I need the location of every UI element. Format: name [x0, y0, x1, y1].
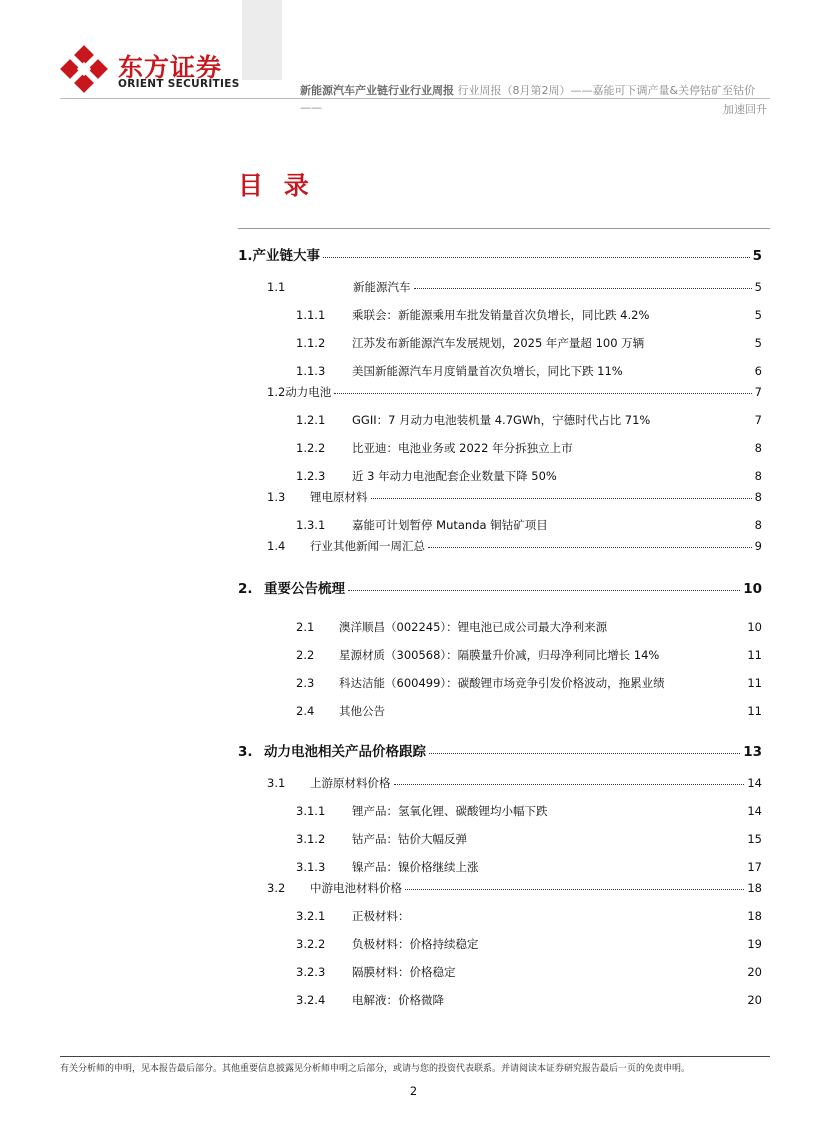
- toc-entry-page: 10: [747, 620, 762, 634]
- toc-entry[interactable]: [296, 964, 762, 980]
- toc-entry-number: 1.: [238, 248, 253, 264]
- toc-entry-page: 9: [754, 538, 762, 553]
- toc-dot-leader: [371, 486, 752, 499]
- toc-entry-page: 7: [754, 384, 762, 399]
- toc-entry[interactable]: [296, 803, 762, 819]
- toc-entry-page: 8: [754, 518, 762, 532]
- toc-entry-number: 1.1.2: [296, 336, 326, 350]
- toc-entry-label: 锂电原材料: [310, 489, 368, 504]
- logo-chinese-name: 东方证券: [118, 53, 223, 82]
- toc-entry-page: 15: [747, 832, 762, 846]
- toc-entry-label: 负极材料：价格持续稳定: [352, 937, 479, 951]
- toc-entry[interactable]: [296, 992, 762, 1008]
- toc-entry-label: 新能源汽车: [353, 279, 411, 294]
- toc-dot-leader: [323, 244, 750, 259]
- toc-entry-number: 3.1: [267, 775, 286, 790]
- page-number: 2: [409, 1084, 418, 1098]
- toc-entry[interactable]: [267, 383, 762, 400]
- toc-entry-page: 6: [754, 364, 762, 378]
- report-subtitle: 行业周报（8月第2周）——嘉能可下调产量&关停钴矿至钴价: [457, 84, 756, 97]
- footer-disclaimer: 有关分析师的申明，见本报告最后部分。其他重要信息披露见分析师申明之后部分，或请与您的投资代表联系。并请阅读本证券研究报告最后一页的免责申明。: [60, 1064, 691, 1074]
- toc-dot-leader: [334, 381, 751, 394]
- report-series: 新能源汽车产业链行业行业周报: [300, 84, 454, 97]
- toc-entry-page: 14: [747, 804, 762, 818]
- toc-entry-number: 3.2.1: [296, 909, 326, 923]
- toc-entry-number: 3.2.2: [296, 937, 326, 951]
- toc-dot-leader: [394, 772, 745, 785]
- toc-entry[interactable]: [238, 244, 762, 264]
- toc-entry[interactable]: [238, 577, 762, 597]
- footer-rule: [60, 1056, 770, 1057]
- toc-entry-page: 8: [754, 441, 762, 455]
- toc-entry-page: 14: [747, 775, 762, 790]
- toc-entry-page: 5: [752, 248, 762, 264]
- toc-entry-page: 11: [747, 676, 762, 690]
- toc-entry-page: 11: [747, 648, 762, 662]
- toc-entry-number: 3.2.3: [296, 965, 326, 979]
- toc-entry-page: 10: [743, 581, 762, 597]
- toc-entry-label: 上游原材料价格: [310, 775, 391, 790]
- toc-entry-label: 正极材料：: [352, 909, 410, 923]
- toc-entry-label: 镍产品：镍价格继续上涨: [352, 860, 479, 874]
- toc-entry-label: 重要公告梳理: [264, 581, 345, 597]
- toc-entry-page: 18: [747, 880, 762, 895]
- toc-entry-page: 5: [754, 336, 762, 350]
- toc-entry-label: 中游电池材料价格: [310, 880, 402, 895]
- toc-dot-leader: [348, 577, 740, 592]
- toc-entry-number: 1.2: [267, 384, 286, 399]
- toc-entry[interactable]: [296, 859, 762, 875]
- toc-title: 目 录: [238, 171, 315, 200]
- toc-entry[interactable]: [296, 307, 762, 323]
- toc-entry[interactable]: [296, 647, 762, 663]
- toc-entry[interactable]: [296, 619, 762, 635]
- toc-entry-label: 美国新能源汽车月度销量首次负增长，同比下跌 11%: [352, 364, 623, 378]
- toc-entry-label: 其他公告: [339, 704, 385, 718]
- toc-entry-page: 8: [754, 469, 762, 483]
- report-header: [300, 82, 768, 98]
- toc-entry[interactable]: [296, 412, 762, 428]
- toc-entry-label: 钴产品：钴价大幅反弹: [352, 832, 467, 846]
- toc-entry[interactable]: [296, 517, 762, 533]
- report-subtitle-dash: ——: [300, 101, 322, 114]
- toc-dot-leader: [428, 535, 752, 548]
- toc-entry-number: 1.4: [267, 538, 286, 553]
- toc-entry-number: 1.2.3: [296, 469, 326, 483]
- toc-entry-number: 2.3: [296, 676, 315, 690]
- toc-entry-page: 11: [747, 704, 762, 718]
- toc-entry-number: 1.2.2: [296, 441, 326, 455]
- toc-entry-label: 产业链大事: [252, 248, 321, 264]
- toc-entry[interactable]: [296, 936, 762, 952]
- toc-entry-label: 动力电池: [285, 384, 332, 399]
- toc-entry-label: 近 3 年动力电池配套企业数量下降 50%: [352, 469, 557, 483]
- toc-entry-label: 电解液：价格微降: [352, 993, 444, 1007]
- toc-entry-label: 隔膜材料：价格稳定: [352, 965, 456, 979]
- toc-entry-label: 嘉能可计划暂停 Mutanda 铜钴矿项目: [352, 518, 548, 532]
- toc-entry-number: 3.2.4: [296, 993, 326, 1007]
- toc-entry[interactable]: [296, 335, 762, 351]
- toc-entry-label: 锂产品：氢氧化锂、碳酸锂均小幅下跌: [352, 804, 548, 818]
- toc-entry[interactable]: [296, 831, 762, 847]
- toc-dot-leader: [429, 740, 740, 755]
- toc-entry-number: 1.1.3: [296, 364, 326, 378]
- toc-entry-number: 2.: [238, 581, 253, 597]
- toc-entry[interactable]: [267, 879, 762, 896]
- toc-dot-leader: [414, 276, 752, 289]
- toc-entry-number: 1.1: [267, 279, 286, 294]
- toc-entry-page: 20: [747, 965, 762, 979]
- toc-entry-number: 3.1.3: [296, 860, 326, 874]
- toc-entry-label: 江苏发布新能源汽车发展规划，2025 年产量超 100 万辆: [352, 336, 645, 350]
- toc-entry-page: 17: [747, 860, 762, 874]
- toc-entry[interactable]: [267, 278, 762, 295]
- toc-entry-label: 澳洋顺昌（002245）：锂电池已成公司最大净利来源: [339, 620, 608, 634]
- toc-entry[interactable]: [267, 774, 762, 791]
- toc-entry[interactable]: [296, 675, 762, 691]
- toc-entry[interactable]: [296, 703, 762, 719]
- toc-entry[interactable]: [238, 740, 762, 760]
- toc-entry-page: 5: [754, 308, 762, 322]
- toc-entry-page: 20: [747, 993, 762, 1007]
- toc-entry-label: 比亚迪：电池业务或 2022 年分拆独立上市: [352, 441, 573, 455]
- toc-entry-label: GGII：7 月动力电池装机量 4.7GWh，宁德时代占比 71%: [352, 413, 651, 427]
- toc-entry-number: 1.3: [267, 489, 286, 504]
- toc-entry-number: 1.1.1: [296, 308, 326, 322]
- logo-english-name: ORIENT SECURITIES: [118, 78, 240, 90]
- toc-dot-leader: [405, 877, 744, 890]
- toc-entry-label: 星源材质（300568）：隔膜量升价减，归母净利同比增长 14%: [339, 648, 660, 662]
- toc-entry-number: 3.1.2: [296, 832, 326, 846]
- toc-entry[interactable]: [267, 537, 762, 554]
- toc-entry-number: 1.2.1: [296, 413, 326, 427]
- toc-entry-number: 2.4: [296, 704, 315, 718]
- toc-entry-label: 动力电池相关产品价格跟踪: [264, 744, 426, 760]
- toc-entry-number: 3.1.1: [296, 804, 326, 818]
- toc-entry-number: 3.: [238, 744, 253, 760]
- toc-entry-page: 8: [754, 489, 762, 504]
- toc-entry-label: 行业其他新闻一周汇总: [310, 538, 425, 553]
- toc-entry-number: 3.2: [267, 880, 286, 895]
- toc-entry-page: 13: [743, 744, 762, 760]
- toc-entry-label: 乘联会：新能源乘用车批发销量首次负增长，同比跌 4.2%: [352, 308, 650, 322]
- toc-entry-page: 18: [747, 909, 762, 923]
- toc-entry[interactable]: [296, 363, 762, 379]
- toc-entry[interactable]: [296, 908, 762, 924]
- toc-title-rule: [238, 228, 770, 229]
- toc-entry[interactable]: [296, 468, 762, 484]
- header-rule: [60, 98, 770, 99]
- toc-entry-label: 科达洁能（600499）：碳酸锂市场竞争引发价格波动，拖累业绩: [339, 676, 665, 690]
- toc-entry-number: 2.1: [296, 620, 315, 634]
- toc-entry-page: 7: [754, 413, 762, 427]
- orient-securities-logo-icon: [60, 45, 108, 93]
- toc-entry-page: 19: [747, 937, 762, 951]
- toc-entry[interactable]: [267, 488, 762, 505]
- toc-entry-number: 2.2: [296, 648, 315, 662]
- report-subtitle-continued: 加速回升: [723, 103, 767, 116]
- toc-entry[interactable]: [296, 440, 762, 456]
- header-grey-band: [242, 0, 282, 80]
- toc-entry-page: 5: [754, 279, 762, 294]
- toc-entry-number: 1.3.1: [296, 518, 326, 532]
